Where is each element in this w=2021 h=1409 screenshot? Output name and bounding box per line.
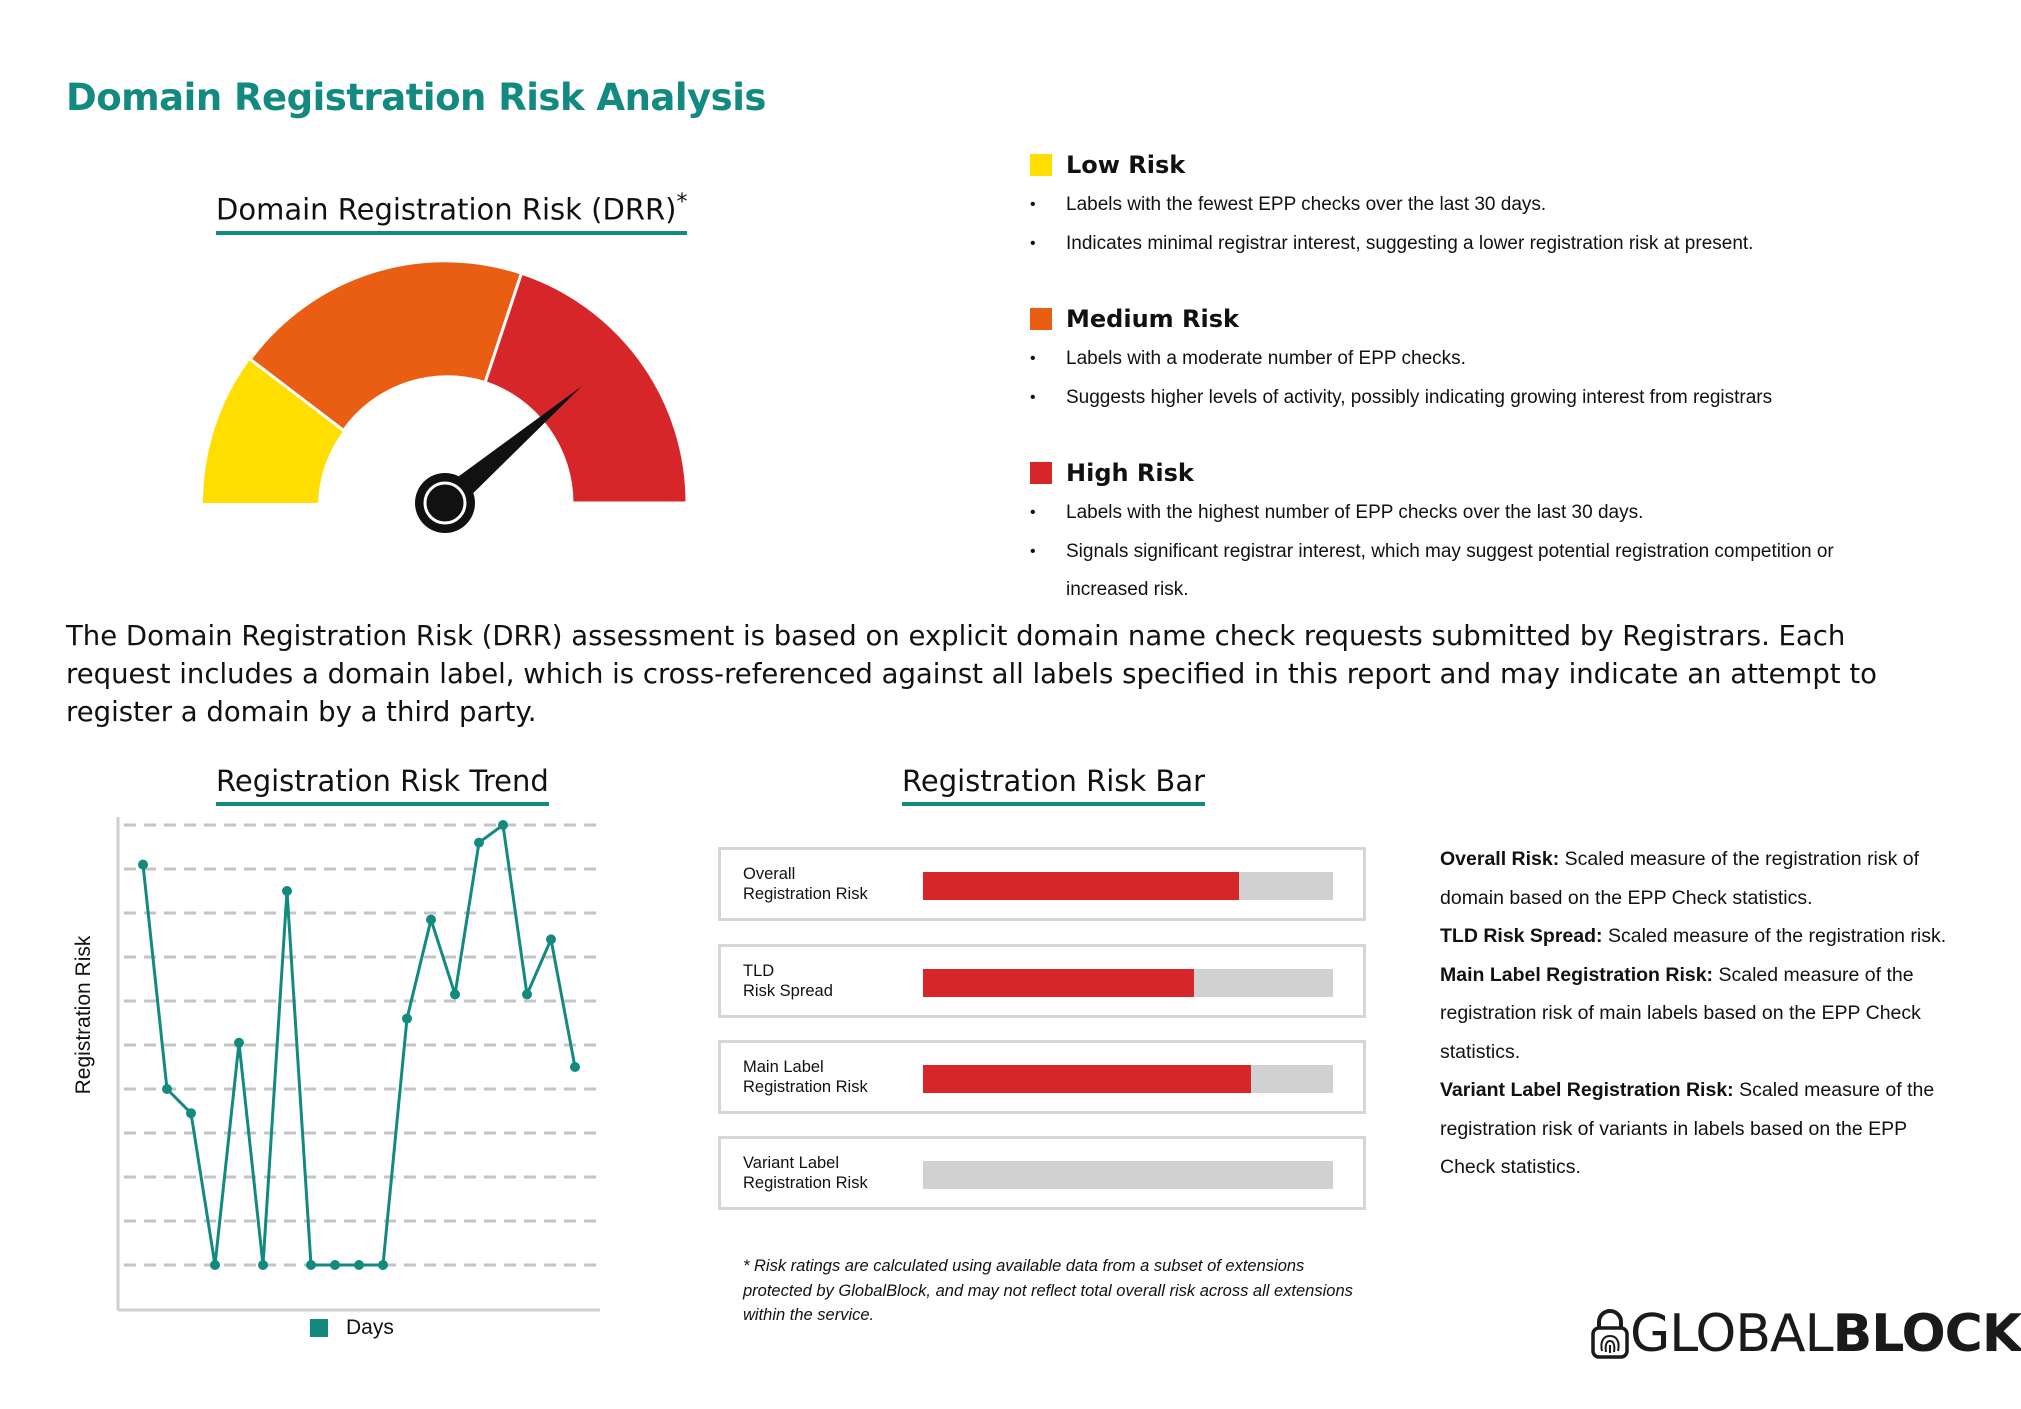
legend-label-high: High Risk <box>1066 459 1194 487</box>
trend-data-point <box>282 886 292 896</box>
legend-label-medium: Medium Risk <box>1066 305 1239 333</box>
gauge-title-asterisk: * <box>676 190 688 215</box>
definition-text: Scaled measure of the registration risk. <box>1602 925 1947 947</box>
trend-data-point <box>330 1260 340 1270</box>
riskbar-fill-main-label <box>923 1065 1251 1093</box>
definition-tld <box>1440 917 1960 956</box>
legend-swatch-low <box>1030 154 1052 176</box>
trend-data-point <box>162 1084 172 1094</box>
trend-data-point <box>234 1038 244 1048</box>
trend-data-point <box>354 1260 364 1270</box>
trend-data-point <box>306 1260 316 1270</box>
risk-gauge <box>190 250 710 550</box>
definition-term: Main Label Registration Risk: <box>1440 963 1714 986</box>
trend-data-point <box>402 1014 412 1024</box>
definition-main-label <box>1440 956 1960 1072</box>
legend-bullet: • Signals significant registrar interest, which may suggest potential registration competition or increased risk. <box>1030 533 1920 610</box>
trend-data-point <box>450 989 460 999</box>
legend-swatch-high <box>1030 462 1052 484</box>
legend-label-low: Low Risk <box>1066 151 1186 179</box>
trend-data-point <box>210 1260 220 1270</box>
trend-ylabel-text: Registration Risk <box>72 935 95 1095</box>
page-title: Domain Registration Risk Analysis <box>66 76 766 119</box>
trend-ylabel <box>69 935 99 1095</box>
riskbar-row-label: Variant Label Registration Risk <box>743 1154 868 1192</box>
riskbar-fill-overall <box>923 872 1239 900</box>
risk-definitions <box>1440 840 1960 1187</box>
logo-wordmark <box>1630 1304 2021 1364</box>
legend-medium <box>1030 304 1950 417</box>
legend-bullet: • Labels with a moderate number of EPP checks. <box>1030 340 1950 379</box>
legend-bullet: • Suggests higher levels of activity, possibly indicating growing interest from registrars <box>1030 379 1950 418</box>
definition-text: Scaled measure of the registration risk of variants in labels based on the EPP Check statistics. <box>1440 1079 1935 1178</box>
trend-data-point <box>522 989 532 999</box>
riskbar-track <box>923 1161 1333 1189</box>
riskbar-title: Registration Risk Bar <box>902 764 1205 806</box>
trend-data-point <box>546 934 556 944</box>
riskbar-row-label: Main Label Registration Risk <box>743 1058 868 1096</box>
trend-data-point <box>474 838 484 848</box>
trend-data-point <box>498 820 508 830</box>
trend-data-point <box>570 1062 580 1072</box>
trend-legend-swatch <box>310 1319 328 1337</box>
definition-term: Overall Risk: <box>1440 848 1560 870</box>
definition-text: Scaled measure of the registration risk of main labels based on the EPP Check statistics. <box>1440 963 1921 1063</box>
definition-term: Variant Label Registration Risk: <box>1440 1079 1734 1101</box>
definition-text: Scaled measure of the registration risk of domain based on the EPP Check statistics. <box>1440 848 1920 909</box>
riskbar-row-variant-label <box>718 1136 1366 1210</box>
riskbar-row-tld <box>718 944 1366 1018</box>
fingerprint-lock-icon <box>1590 1309 1630 1359</box>
riskbar-row-overall <box>718 847 1366 921</box>
gauge-title-text: Domain Registration Risk (DRR) <box>216 192 677 227</box>
legend-low <box>1030 150 1950 263</box>
definition-variant-label <box>1440 1071 1960 1187</box>
logo-text-light: GLOBAL <box>1630 1304 1833 1364</box>
trend-legend-label: Days <box>346 1316 394 1339</box>
legend-bullet: • Labels with the fewest EPP checks over the last 30 days. <box>1030 186 1950 225</box>
trend-chart <box>110 815 610 1315</box>
legend-swatch-medium <box>1030 308 1052 330</box>
trend-xlegend <box>310 1316 394 1340</box>
logo-text-bold: BLOCK <box>1832 1304 2021 1364</box>
definition-term: TLD Risk Spread: <box>1440 925 1603 947</box>
trend-title: Registration Risk Trend <box>216 764 549 806</box>
trend-data-point <box>378 1260 388 1270</box>
legend-bullet: • Indicates minimal registrar interest, suggesting a lower registration risk at present. <box>1030 225 1950 264</box>
trend-data-point <box>426 915 436 925</box>
gauge-title <box>216 190 687 235</box>
riskbar-row-main-label <box>718 1040 1366 1114</box>
globalblock-logo <box>1590 1304 2021 1364</box>
gauge-segment-high <box>485 273 687 503</box>
legend-bullet: • Labels with the highest number of EPP checks over the last 30 days. <box>1030 494 1920 533</box>
trend-data-point <box>186 1108 196 1118</box>
riskbar-track <box>923 969 1333 997</box>
trend-data-point <box>258 1260 268 1270</box>
drr-description: The Domain Registration Risk (DRR) assessment is based on explicit domain name check requests submitted by Registrars. Each request includes a domain label, which is cross-referenced against all labels specified in this report and may indicate an attempt to register a domain by a third party. <box>66 620 1877 728</box>
legend-high <box>1030 458 1950 610</box>
riskbar-fill-tld <box>923 969 1194 997</box>
riskbar-row-label: Overall Registration Risk <box>743 865 868 903</box>
riskbar-track <box>923 872 1333 900</box>
trend-data-point <box>138 860 148 870</box>
riskbar-row-label: TLD Risk Spread <box>743 962 833 1000</box>
footnote: * Risk ratings are calculated using available data from a subset of extensions protected by GlobalBlock, and may not reflect total overall risk across all extensions within the service. <box>743 1257 1353 1324</box>
definition-overall <box>1440 840 1960 917</box>
riskbar-track <box>923 1065 1333 1093</box>
